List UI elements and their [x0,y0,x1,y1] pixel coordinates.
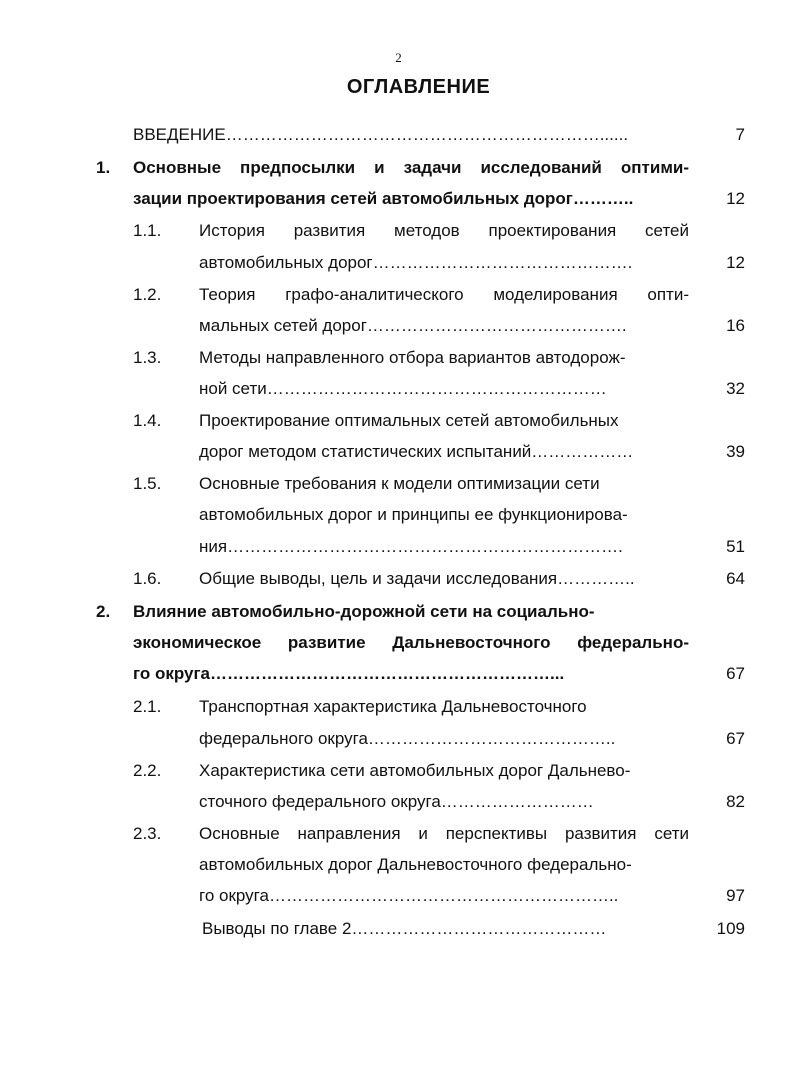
toc-entry-text: экономическое развитие Дальневосточного федерально- [133,633,689,652]
toc-section-number: 2.2. [133,761,162,780]
toc-entry-text: го округа…………………………………………………….. [199,886,619,905]
toc-section-number: 1.6. [133,569,162,588]
toc-entry-text: дорог методом статистических испытаний……………… [199,442,634,461]
toc-section-number: 1.3. [133,348,162,367]
toc-page-number: 12 [726,189,745,208]
toc-page-number: 12 [726,253,745,272]
toc-page-number: 67 [726,729,745,748]
toc-page-number: 32 [726,379,745,398]
toc-section-number: 2.1. [133,697,162,716]
toc-chapter-number: 2. [96,602,111,621]
toc-entry-text: Общие выводы, цель и задачи исследования………….. [199,569,635,588]
toc-entry-text: Основные направления и перспективы развития сети [199,824,689,843]
toc-entry-text: мальных сетей дорог………………………………………. [199,316,627,335]
toc-entry-text: Теория графо-аналитического моделирования опти- [199,285,689,304]
toc-section-number: 1.1. [133,221,162,240]
toc-page-number: 109 [716,919,745,938]
page-title: ОГЛАВЛЕНИЕ [346,76,491,98]
toc-entry-text: Характеристика сети автомобильных дорог Дальнево- [199,761,631,780]
toc-section-number: 1.5. [133,474,162,493]
toc-section-number: 1.4. [133,411,162,430]
toc-entry-text: История развития методов проектирования сетей [199,221,689,240]
toc-page-number: 7 [735,125,745,144]
toc-page-number: 51 [726,537,745,556]
toc-entry-text: Проектирование оптимальных сетей автомобильных [199,411,619,430]
toc-entry-text: сточного федерального округа……………………… [199,792,594,811]
toc-entry-text: Основные требования к модели оптимизации сети [199,474,600,493]
toc-entry-text: Основные предпосылки и задачи исследований оптими- [133,158,689,177]
toc-page-number: 67 [726,664,745,683]
page-number: 2 [395,50,402,65]
toc-page-number: 64 [726,569,745,588]
toc-page-number: 82 [726,792,745,811]
toc-entry-text: ной сети…………………………………………………… [199,379,607,398]
toc-entry-text: ВВЕДЕНИЕ…………………………………………………………...... [133,125,629,144]
toc-entry-text: Влияние автомобильно-дорожной сети на социально- [133,602,595,621]
toc-section-number: 1.2. [133,285,162,304]
toc-entry-text: Транспортная характеристика Дальневосточного [199,697,587,716]
toc-page-number: 39 [726,442,745,461]
toc-entry-text: зации проектирования сетей автомобильных дорог……….. [133,189,634,208]
toc-page-number: 97 [726,886,745,905]
toc-chapter-number: 1. [96,158,111,177]
toc-entry-text: Выводы по главе 2……………………………………… [202,919,607,938]
toc-entry-text: автомобильных дорог Дальневосточного федерально- [199,855,632,874]
toc-entry-text: ния……………………………………………………………. [199,537,623,556]
toc-page-number: 16 [726,316,745,335]
toc-entry-text: Методы направленного отбора вариантов автодорож- [199,348,626,367]
toc-entry-text: автомобильных дорог………………………………………. [199,253,633,272]
toc-section-number: 2.3. [133,824,162,843]
toc-entry-text: федерального округа…………………………………….. [199,729,616,748]
toc-entry-text: автомобильных дорог и принципы ее функционирова- [199,505,628,524]
toc-entry-text: го округа……………………………………………………... [133,664,565,683]
